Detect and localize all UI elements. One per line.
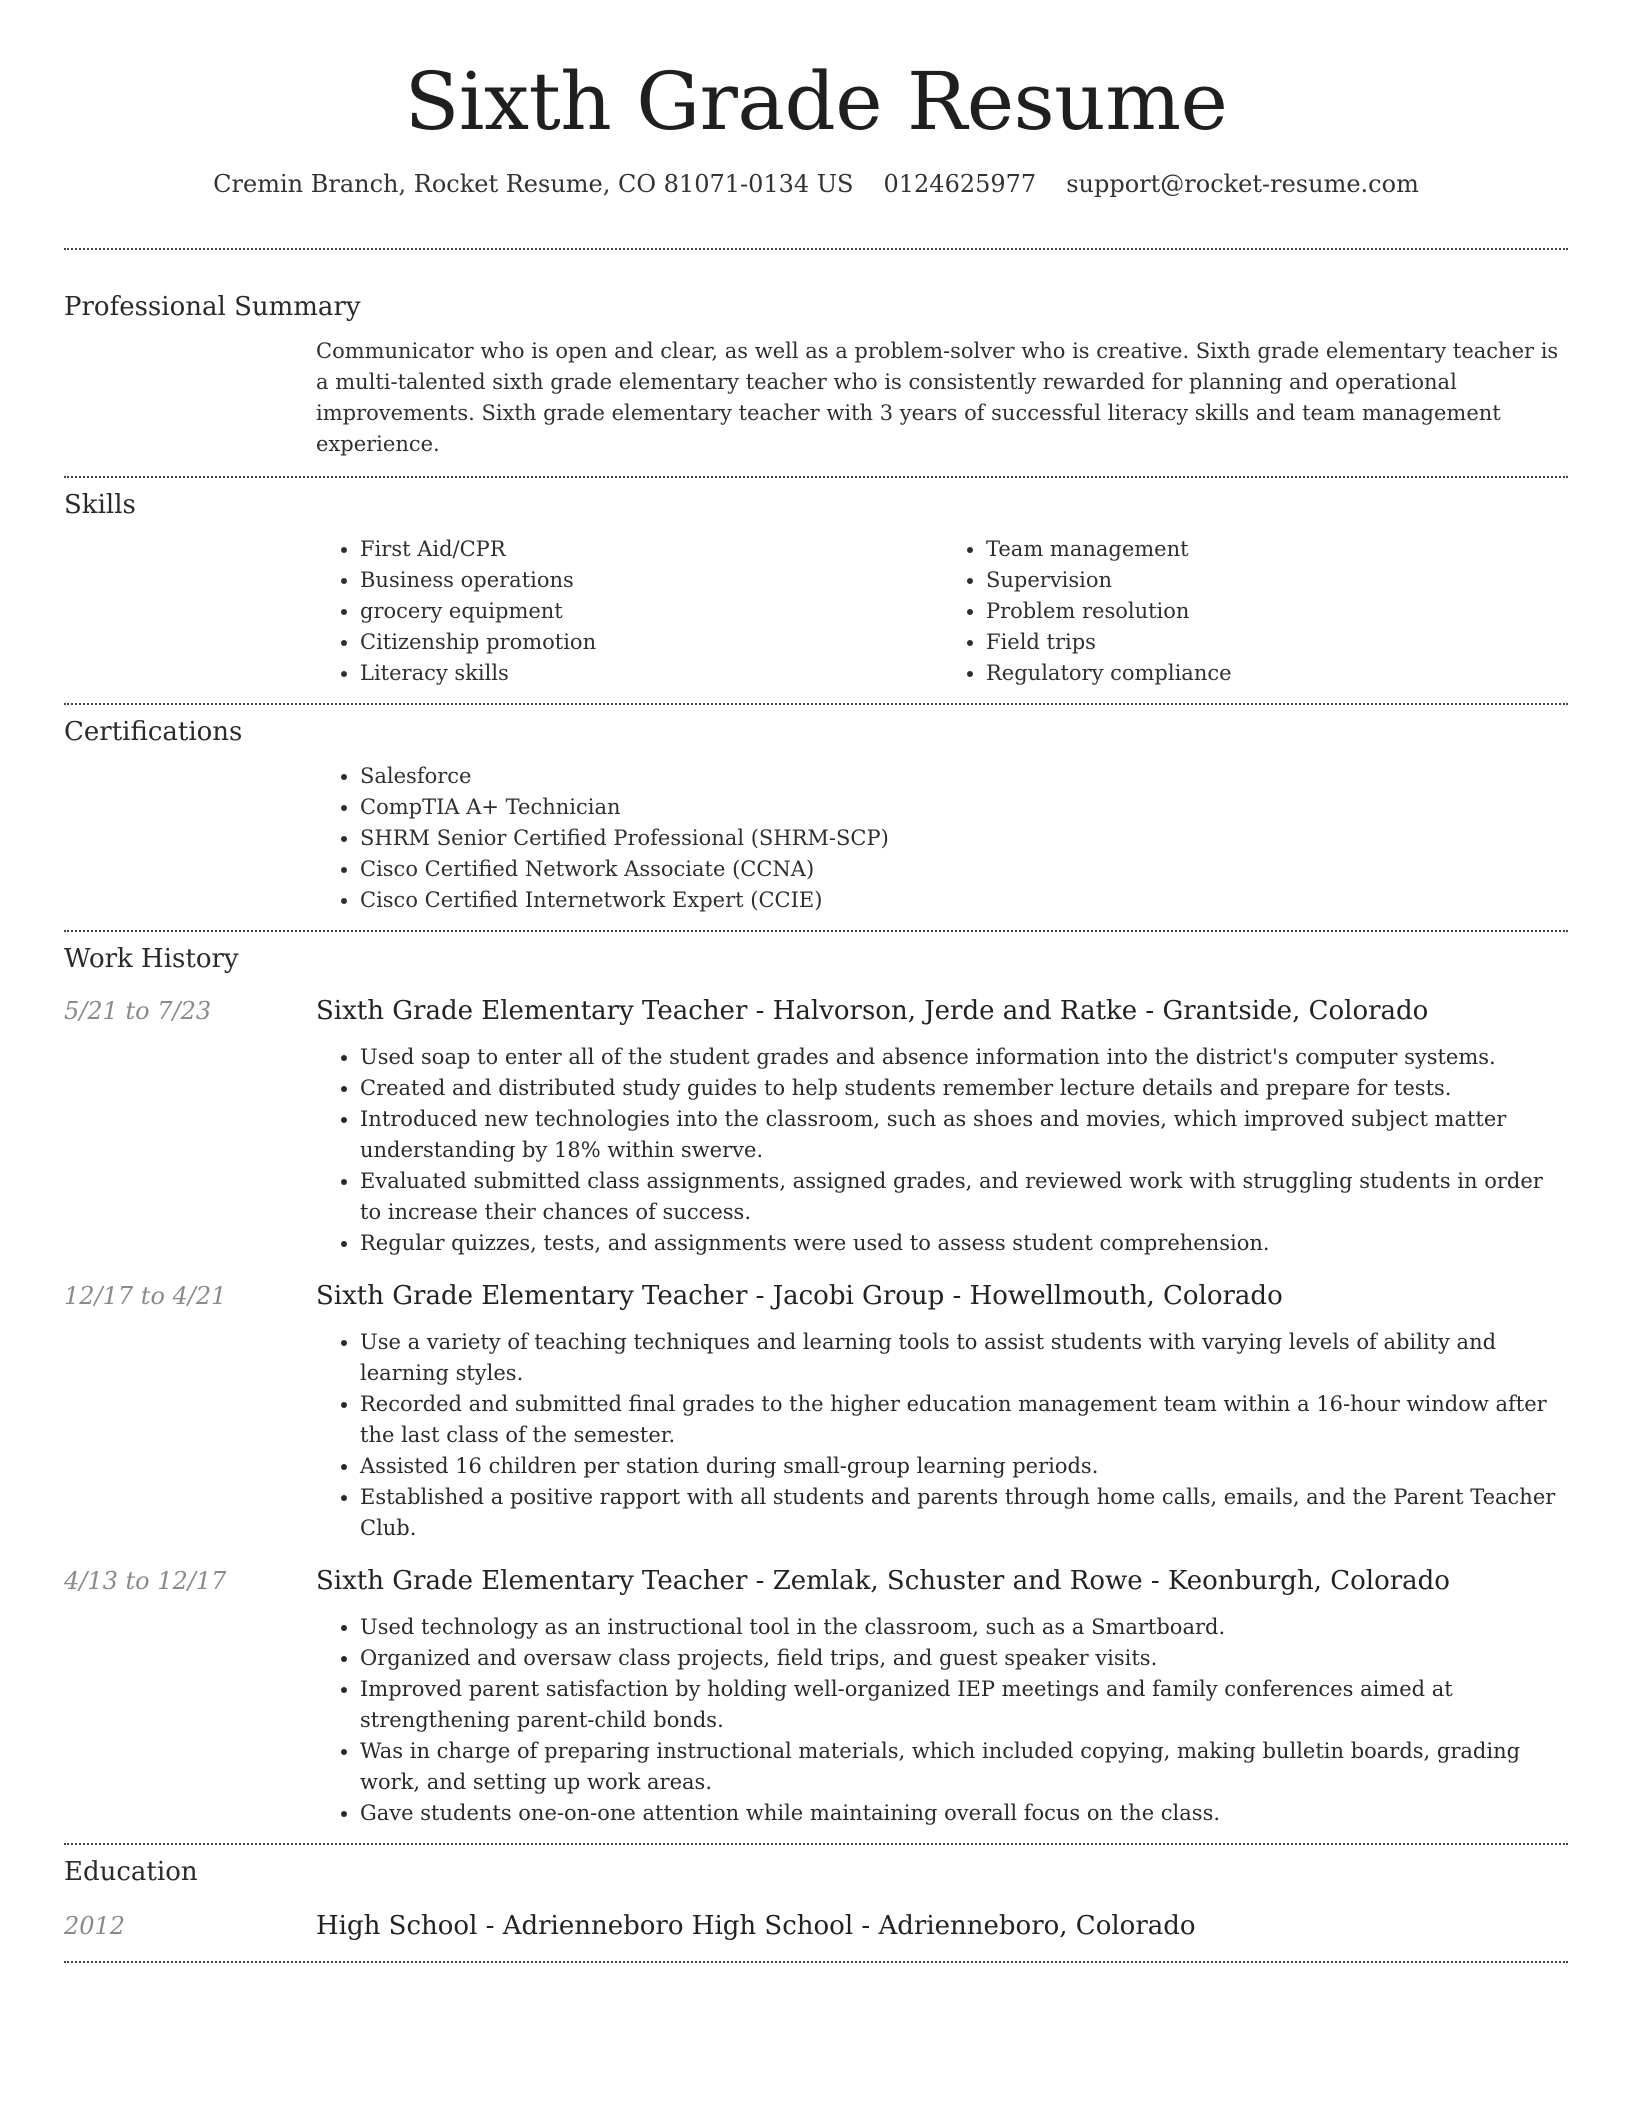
job-body (316, 1564, 1568, 1829)
job-body (316, 994, 1568, 1259)
skill-item: • Field trips (986, 627, 1568, 658)
education-date: 2012 (64, 1912, 126, 1940)
education-heading: Education (64, 1857, 198, 1887)
job-bullet: • Assisted 16 children per station during small-group learning periods. (360, 1451, 1568, 1482)
summary-heading: Professional Summary (64, 292, 361, 322)
certifications-section (64, 705, 1568, 930)
contact-address: Cremin Branch, Rocket Resume, CO 81071-0134 US (213, 170, 854, 198)
job-date: 5/21 to 7/23 (64, 997, 212, 1025)
contact-phone: 0124625977 (883, 170, 1037, 198)
job-title: Sixth Grade Elementary Teacher - Halvorson, Jerde and Ratke - Grantside, Colorado (316, 996, 1429, 1026)
skills-list-right (942, 534, 1568, 689)
job-bullet: • Evaluated submitted class assignments, assigned grades, and reviewed work with struggling students in order to increase their chances of success. (360, 1166, 1568, 1228)
job-date: 4/13 to 12/17 (64, 1567, 227, 1595)
job-title: Sixth Grade Elementary Teacher - Jacobi Group - Howellmouth, Colorado (316, 1281, 1283, 1311)
summary-content (316, 336, 1568, 460)
job-date: 12/17 to 4/21 (64, 1282, 227, 1310)
job-body (316, 1279, 1568, 1544)
job-bullet: • Was in charge of preparing instructional materials, which included copying, making bulletin boards, grading work, and setting up work areas. (360, 1736, 1568, 1798)
job-bullet: • Created and distributed study guides to help students remember lecture details and prepare for tests. (360, 1073, 1568, 1104)
skills-heading: Skills (64, 490, 136, 520)
job-bullet: • Used soap to enter all of the student grades and absence information into the district's computer systems. (360, 1042, 1568, 1073)
job-entry (64, 1279, 1568, 1544)
skill-item: • Regulatory compliance (986, 658, 1568, 689)
skill-item: • Problem resolution (986, 596, 1568, 627)
education-title: High School - Adrienneboro High School - Adrienneboro, Colorado (316, 1911, 1196, 1941)
skill-item: • Team management (986, 534, 1568, 565)
job-bullet: • Used technology as an instructional tool in the classroom, such as a Smartboard. (360, 1612, 1568, 1643)
certification-item: • Salesforce (360, 761, 1568, 792)
job-bullet: • Organized and oversaw class projects, field trips, and guest speaker visits. (360, 1643, 1568, 1674)
certifications-heading: Certifications (64, 717, 243, 747)
work-history-section (64, 932, 1568, 1843)
education-entry (64, 1909, 1568, 1943)
skill-item: • Business operations (360, 565, 942, 596)
certification-item: • Cisco Certified Internetwork Expert (CCIE) (360, 885, 1568, 916)
resume-title: Sixth Grade Resume (404, 55, 1228, 148)
job-bullets (316, 1042, 1568, 1259)
job-bullet: • Established a positive rapport with all students and parents through home calls, emails, and the Parent Teacher Club. (360, 1482, 1568, 1544)
job-title: Sixth Grade Elementary Teacher - Zemlak, Schuster and Rowe - Keonburgh, Colorado (316, 1566, 1450, 1596)
job-entry (64, 1564, 1568, 1829)
job-bullet: • Improved parent satisfaction by holding well-organized IEP meetings and family conferences aimed at strengthening parent-child bonds. (360, 1674, 1568, 1736)
skill-item: • First Aid/CPR (360, 534, 942, 565)
skill-item: • Citizenship promotion (360, 627, 942, 658)
skill-item: • Literacy skills (360, 658, 942, 689)
job-bullet: • Gave students one-on-one attention while maintaining overall focus on the class. (360, 1798, 1568, 1829)
education-section (64, 1845, 1568, 1961)
job-bullets (316, 1327, 1568, 1544)
contact-line (64, 170, 1568, 198)
certification-item: • Cisco Certified Network Associate (CCNA) (360, 854, 1568, 885)
certification-item: • SHRM Senior Certified Professional (SHRM-SCP) (360, 823, 1568, 854)
job-bullet: • Recorded and submitted final grades to the higher education management team within a 16-hour window after the last class of the semester. (360, 1389, 1568, 1451)
certifications-content (316, 761, 1568, 916)
skills-grid (316, 534, 1568, 689)
job-bullets (316, 1612, 1568, 1829)
job-entry (64, 994, 1568, 1259)
summary-text: Communicator who is open and clear, as well as a problem-solver who is creative. Sixth grade elementary teacher is a multi-talented sixth grade elementary teacher who is consistently rewarded for planning and operational improvements. Sixth grade elementary teacher with 3 years of successful literacy skills and team management experience. (316, 339, 1559, 456)
summary-section (64, 250, 1568, 476)
skills-list-left (316, 534, 942, 689)
contact-email: support@rocket-resume.com (1066, 170, 1419, 198)
skill-item: • grocery equipment (360, 596, 942, 627)
skills-section (64, 478, 1568, 703)
resume-header (64, 0, 1568, 198)
skill-item: • Supervision (986, 565, 1568, 596)
divider (64, 1961, 1568, 1963)
job-bullet: • Use a variety of teaching techniques and learning tools to assist students with varying levels of ability and learning styles. (360, 1327, 1568, 1389)
work-history-heading: Work History (64, 944, 239, 974)
certification-item: • CompTIA A+ Technician (360, 792, 1568, 823)
education-body (316, 1909, 1568, 1943)
job-bullet: • Regular quizzes, tests, and assignments were used to assess student comprehension. (360, 1228, 1568, 1259)
job-bullet: • Introduced new technologies into the classroom, such as shoes and movies, which improved subject matter understanding by 18% within swerve. (360, 1104, 1568, 1166)
certifications-list (316, 761, 1568, 916)
